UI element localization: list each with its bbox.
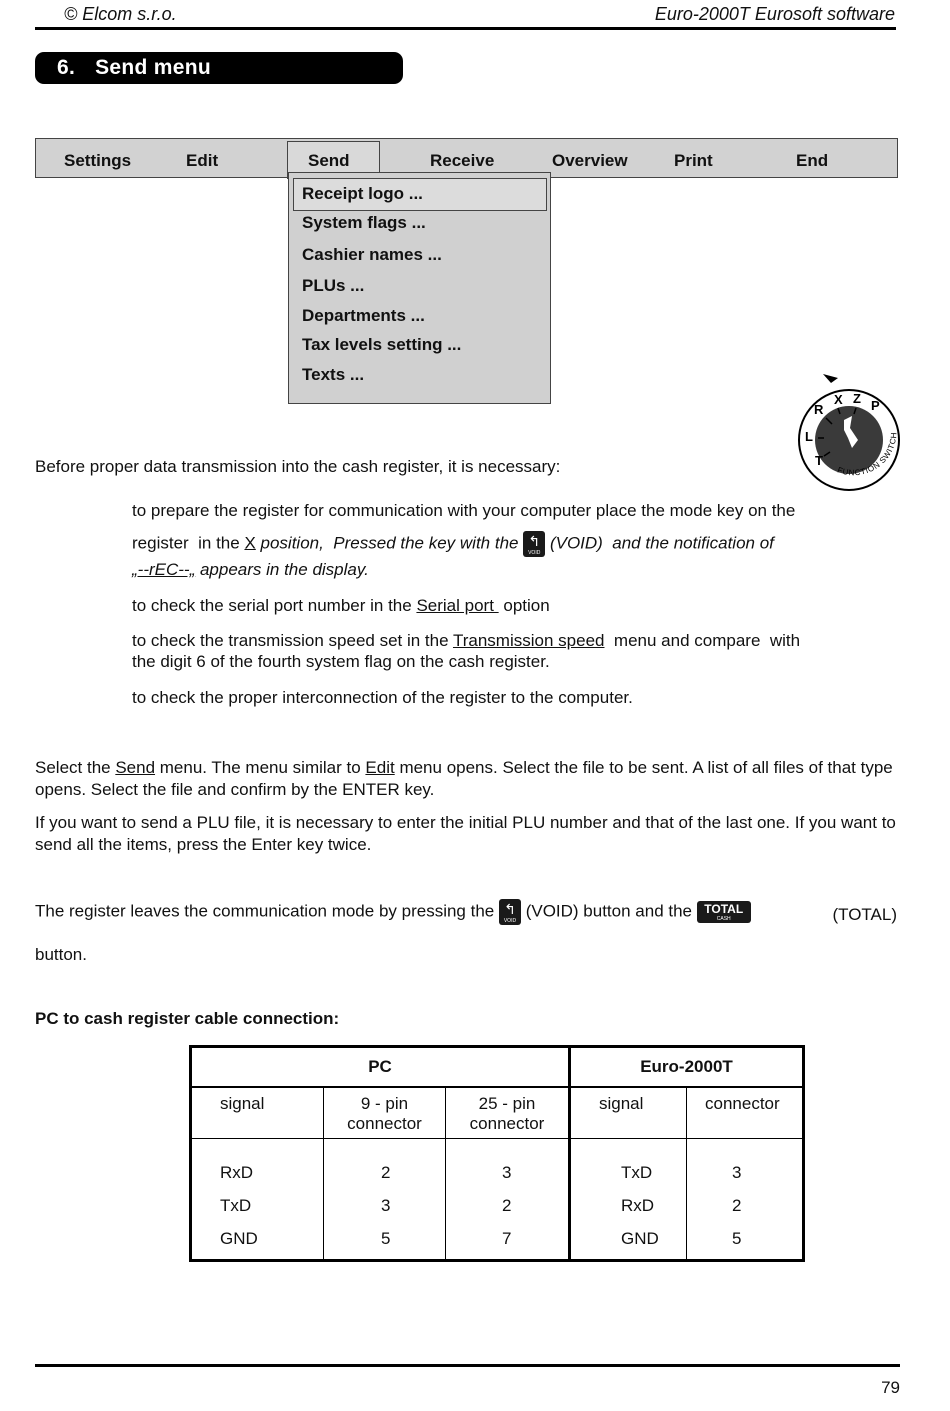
dropdown-item-departments[interactable]: Departments ... (302, 306, 425, 325)
step-1-line-1: to prepare the register for communication with your computer place the mode key on the (132, 501, 796, 520)
edit-menu-ref: Edit (365, 758, 395, 777)
table-header-signal-euro: signal (570, 1087, 687, 1139)
menu-overview[interactable]: Overview (552, 151, 628, 170)
table-header-connector: connector (687, 1087, 804, 1139)
menu-send[interactable]: Send (308, 151, 350, 170)
void-key-icon: ↰ VOID (523, 531, 545, 557)
step-3-text-a: to check the transmission speed set in the (132, 631, 453, 650)
menu-print[interactable]: Print (674, 151, 713, 170)
switch-pos-r: R (814, 402, 824, 417)
header-rule (35, 27, 896, 30)
menu-end[interactable]: End (796, 151, 829, 170)
cable-heading: PC to cash register cable connection: (35, 1009, 340, 1028)
table-cell: TxD (220, 1196, 252, 1215)
dropdown-item-receipt-logo[interactable]: Receipt logo ... (302, 184, 423, 203)
menu-receive[interactable]: Receive (430, 151, 495, 170)
step-2-text-b: option (498, 596, 550, 615)
table-cell: 7 (502, 1229, 512, 1248)
footer-rule (35, 1364, 900, 1367)
intro-text: Before proper data transmission into the cash register, it is necessary: (35, 457, 561, 476)
dropdown-item-plus[interactable]: PLUs ... (302, 276, 365, 295)
switch-pos-x: X (834, 392, 843, 407)
step-1-line-3 (132, 559, 369, 581)
send-menu-ref: Send (115, 758, 156, 777)
menu-settings[interactable]: Settings (64, 151, 132, 170)
table-cell: 2 (381, 1163, 391, 1182)
total-label-text: (TOTAL) (832, 905, 897, 924)
header-right: Euro-2000T Eurosoft software (654, 4, 895, 24)
step-4: to check the proper interconnection of the register to the computer. (132, 688, 633, 707)
switch-pos-p: P (871, 398, 880, 413)
table-header-9pin: 9 - pin connector (324, 1087, 446, 1139)
table-cell: RxD (220, 1163, 254, 1182)
step-3-text-b: menu and compare with (604, 631, 801, 650)
switch-pos-l: L (805, 429, 813, 444)
table-cell: 3 (381, 1196, 391, 1215)
section-title-text: Send menu (95, 56, 212, 79)
switch-pos-z: Z (853, 391, 861, 406)
section-title (35, 52, 403, 84)
section-number: 6. (57, 56, 76, 79)
step-3-line-2: the digit 6 of the fourth system flag on the cash register. (132, 652, 550, 671)
paragraph-send-menu: Select the Send menu. The menu similar to Edit menu opens. Select the file to be sent. A list of all files of that type opens. Select the file and confirm by the ENTER key. (35, 758, 893, 799)
paragraph-exit-line-1: The register leaves the communication mode by pressing the ↰ VOID (VOID) button and the TOTAL CASH (35, 899, 900, 925)
table-cell: TxD (621, 1163, 653, 1182)
page-number: 79 (881, 1378, 900, 1397)
table-cell: 5 (732, 1229, 742, 1248)
switch-pos-t: T (815, 453, 823, 468)
dropdown-item-system-flags[interactable]: System flags ... (302, 213, 426, 232)
step-1-x-position: X (244, 533, 256, 553)
paragraph-exit-line-2: button. (35, 945, 87, 964)
table-group-pc: PC (191, 1047, 570, 1087)
table-cell: GND (220, 1229, 258, 1248)
transmission-speed-ref: Transmission speed (452, 631, 605, 650)
rec-display-code: „--rEC--„ (132, 560, 196, 579)
table-cell: 2 (502, 1196, 512, 1215)
step-1-text-d: appears in the display. (195, 560, 369, 579)
menu-edit[interactable]: Edit (186, 151, 219, 170)
function-switch-icon (790, 368, 910, 492)
table-cell: RxD (621, 1196, 655, 1215)
step-3-line-1 (132, 630, 800, 652)
step-1-text-c: (VOID) and the notification of (545, 533, 774, 553)
step-2-text-a: to check the serial port number in the (132, 596, 417, 615)
step-1-text-b: position, Pressed the key with the (255, 533, 524, 553)
total-key-icon: TOTAL CASH (697, 901, 751, 923)
void-key-icon-2: ↰ VOID (499, 899, 521, 925)
dropdown-item-tax-levels[interactable]: Tax levels setting ... (302, 335, 462, 354)
paragraph-plu: If you want to send a PLU file, it is necessary to enter the initial PLU number and that of the last one. If you want to send all the items, press the Enter key twice. (35, 813, 896, 854)
step-2 (132, 595, 550, 617)
header-left: © Elcom s.r.o. (64, 4, 177, 24)
step-1-line-2 (132, 531, 774, 557)
switch-label: FUNCTION SWITCH (836, 431, 899, 478)
dropdown-item-texts[interactable]: Texts ... (302, 365, 365, 384)
pointer-arrow-icon (823, 374, 838, 383)
serial-port-ref: Serial port (416, 596, 499, 615)
cable-table (189, 1045, 805, 1262)
table-header-signal-pc: signal (191, 1087, 324, 1139)
dropdown-item-cashier-names[interactable]: Cashier names ... (302, 245, 442, 264)
table-group-euro: Euro-2000T (570, 1047, 804, 1087)
table-cell: 3 (502, 1163, 512, 1182)
table-cell: 5 (381, 1229, 391, 1248)
step-1-text-a: register in the (132, 533, 245, 553)
table-header-25pin: 25 - pin connector (446, 1087, 570, 1139)
table-cell: 2 (732, 1196, 742, 1215)
table-cell: GND (621, 1229, 659, 1248)
table-cell: 3 (732, 1163, 742, 1182)
